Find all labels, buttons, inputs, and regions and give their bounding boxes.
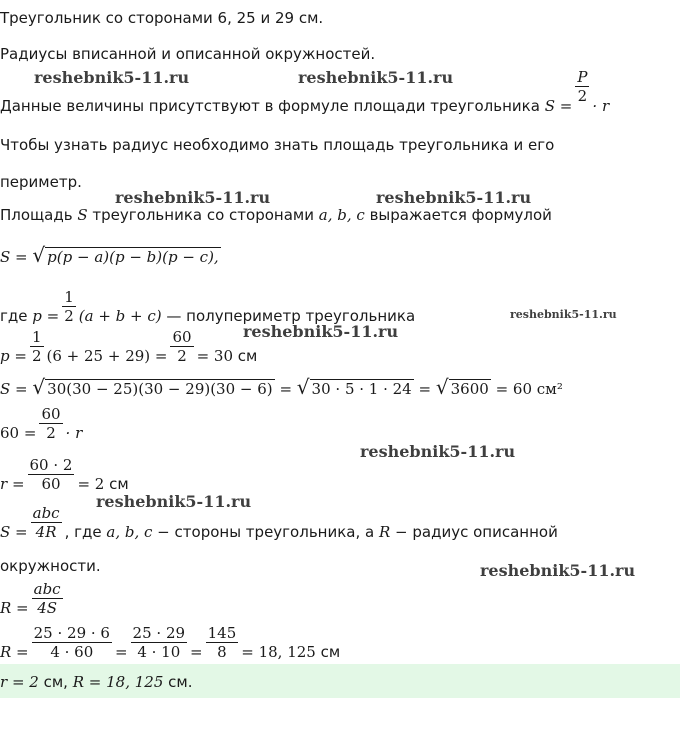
watermark: reshebnik5-11.ru xyxy=(96,492,252,511)
fraction xyxy=(31,504,62,541)
text: Данные величины присутствуют в формуле площади треугольника xyxy=(0,97,540,115)
watermark: reshebnik5-11.ru xyxy=(376,188,532,207)
circumradius-formula-line xyxy=(0,504,558,541)
math: · r xyxy=(592,97,610,115)
watermark: reshebnik5-11.ru xyxy=(480,561,636,580)
math: · r xyxy=(65,424,83,442)
radicand: 30(30 − 25)(30 − 29)(30 − 6) xyxy=(47,380,273,398)
math: S xyxy=(77,206,88,224)
unit: см, xyxy=(43,673,68,691)
denominator: 2 xyxy=(64,307,74,325)
radicand: p(p − a)(p − b)(p − c), xyxy=(47,248,219,266)
circumradius-formula2-line xyxy=(0,580,66,617)
given-line: Треугольник со сторонами 6, 25 и 29 см. xyxy=(0,9,324,27)
watermark: reshebnik5-11.ru xyxy=(34,68,190,87)
numerator: 1 xyxy=(31,328,42,346)
sqrt-sign: √ xyxy=(32,375,46,399)
fraction xyxy=(170,328,193,365)
fraction xyxy=(62,288,76,325)
numerator: 60 xyxy=(172,328,192,346)
inradius-equation-line xyxy=(0,405,82,442)
math: R − xyxy=(378,523,408,541)
numerator: 25 · 29 · 6 xyxy=(33,624,110,642)
fraction xyxy=(28,456,75,493)
watermark: reshebnik5-11.ru xyxy=(360,442,516,461)
fraction xyxy=(206,624,239,661)
math: = 18, 125 xyxy=(241,643,316,661)
math: R = 18, 125 xyxy=(72,673,164,691)
math: S = xyxy=(0,523,28,541)
math: = 30 xyxy=(196,347,233,365)
math: S = xyxy=(0,248,28,266)
radicand: 3600 xyxy=(450,380,489,398)
numerator: P xyxy=(577,68,588,86)
numerator: abc xyxy=(33,580,61,598)
inradius-calc-line xyxy=(0,456,129,493)
denominator: 8 xyxy=(206,642,239,661)
fraction xyxy=(131,624,187,661)
denominator: 2 xyxy=(575,86,589,105)
area-formula-line xyxy=(0,68,610,115)
math: = xyxy=(190,643,203,661)
math: = xyxy=(418,380,432,398)
sqrt-sign: √ xyxy=(296,375,310,399)
denominator: 2 xyxy=(39,423,62,442)
denominator: 4R xyxy=(31,522,62,541)
math: = 60 см² xyxy=(495,380,563,398)
math: r = xyxy=(0,475,25,493)
math: p = xyxy=(0,347,27,365)
math: 60 = xyxy=(0,424,37,442)
numerator: 25 · 29 xyxy=(132,624,186,642)
watermark: reshebnik5-11.ru xyxy=(115,188,271,207)
text: , где xyxy=(64,523,102,541)
radicand: 30 · 5 · 1 · 24 xyxy=(311,380,412,398)
numerator: 60 xyxy=(41,405,61,423)
unit: см xyxy=(237,347,258,365)
math: = xyxy=(114,643,128,661)
math: (6 + 25 + 29) = xyxy=(46,347,168,365)
watermark: reshebnik5-11.ru xyxy=(243,322,399,341)
find-line: Радиусы вписанной и описанной окружностей. xyxy=(0,45,376,63)
math: S = xyxy=(544,97,573,115)
math: a, b, c − xyxy=(106,523,170,541)
math: = xyxy=(279,380,293,398)
text-line: окружности. xyxy=(0,557,101,575)
fraction xyxy=(32,580,63,617)
semiperimeter-def-line xyxy=(0,288,415,325)
numerator: abc xyxy=(32,504,60,522)
circumradius-calc-line xyxy=(0,624,340,661)
area-calc-line xyxy=(0,377,563,399)
semiperimeter-calc-line xyxy=(0,328,257,365)
denominator: 2 xyxy=(170,346,193,365)
math: p = xyxy=(32,307,60,325)
denominator: 2 xyxy=(31,347,42,365)
denominator: 4 · 60 xyxy=(32,642,112,661)
denominator: 4S xyxy=(32,598,63,617)
math: R = xyxy=(0,599,29,617)
denominator: 60 xyxy=(28,474,75,493)
text: где xyxy=(0,307,28,325)
fraction xyxy=(39,405,62,442)
math: R = xyxy=(0,643,29,661)
answer-line xyxy=(0,672,193,692)
math: a, b, c xyxy=(318,206,365,224)
text: треугольника со сторонами xyxy=(92,206,314,224)
math: S = xyxy=(0,380,28,398)
math: = 2 xyxy=(77,475,105,493)
watermark: reshebnik5-11.ru xyxy=(298,68,454,87)
fraction xyxy=(30,328,44,365)
denominator: 4 · 10 xyxy=(131,642,187,661)
unit: см xyxy=(320,643,341,661)
heron-intro-line xyxy=(0,205,552,225)
sqrt-sign: √ xyxy=(435,375,449,399)
text-line: Чтобы узнать радиус необходимо знать площадь треугольника и его xyxy=(0,136,555,154)
text: — полупериметр треугольника xyxy=(166,307,416,325)
watermark: reshebnik5-11.ru xyxy=(510,308,617,321)
unit: см. xyxy=(168,673,193,691)
text-line: периметр. xyxy=(0,173,82,191)
sqrt-sign: √ xyxy=(32,243,46,267)
fraction xyxy=(575,68,589,105)
numerator: 1 xyxy=(64,288,74,306)
heron-formula-line xyxy=(0,245,221,267)
fraction xyxy=(32,624,112,661)
text: радиус описанной xyxy=(412,523,558,541)
text: выражается формулой xyxy=(369,206,552,224)
text: Площадь xyxy=(0,206,73,224)
math: r = 2 xyxy=(0,673,39,691)
text: стороны треугольника, а xyxy=(174,523,375,541)
math: (a + b + c) xyxy=(78,307,162,325)
numerator: 60 · 2 xyxy=(29,456,73,474)
numerator: 145 xyxy=(207,624,237,642)
unit: см xyxy=(109,475,129,493)
